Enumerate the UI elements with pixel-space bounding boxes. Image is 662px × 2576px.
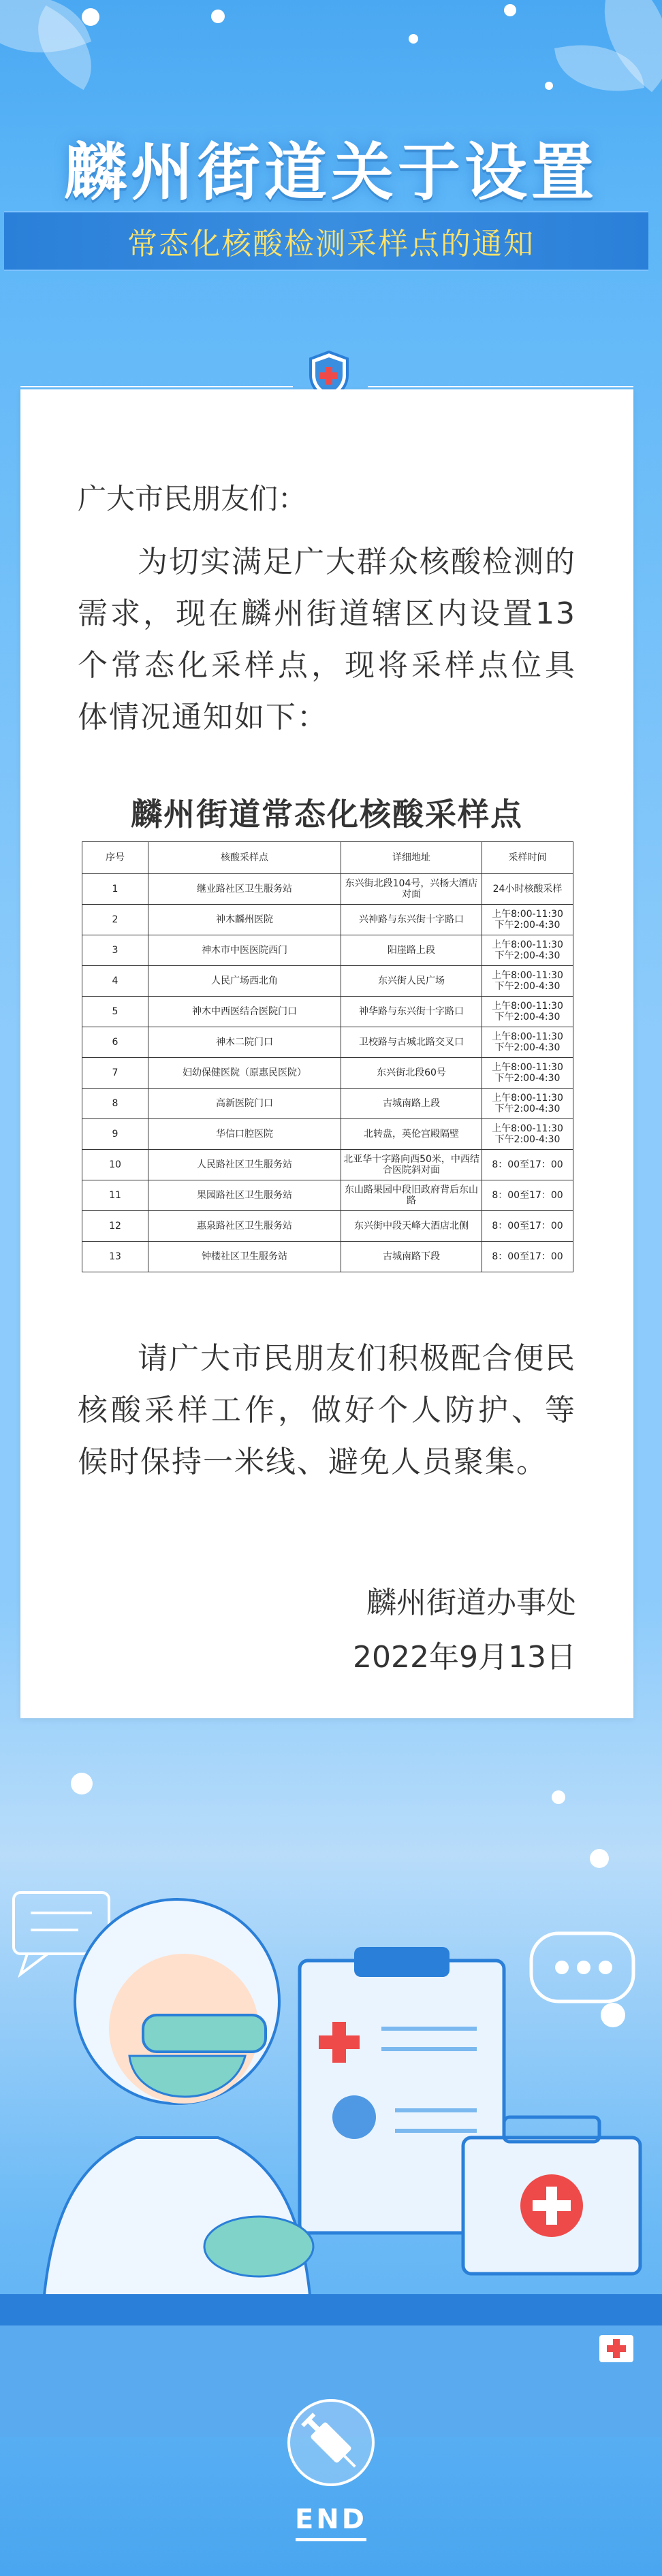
cell-site: 神木市中医医院西门 (148, 935, 341, 966)
cell-time: 8：00至17：00 (482, 1150, 573, 1180)
cell-address: 东兴街中段天峰大酒店北侧 (341, 1211, 482, 1242)
cell-index: 9 (82, 1119, 148, 1150)
cell-address: 东山路果园中段旧政府背后东山路 (341, 1180, 482, 1211)
cell-time: 8：00至17：00 (482, 1211, 573, 1242)
cell-index: 10 (82, 1150, 148, 1180)
cell-time: 上午8:00-11:30 下午2:00-4:30 (482, 1058, 573, 1089)
cell-index: 8 (82, 1089, 148, 1119)
cell-site: 华信口腔医院 (148, 1119, 341, 1150)
sampling-sites-table (82, 841, 573, 1272)
cell-time: 上午8:00-11:30 下午2:00-4:30 (482, 935, 573, 966)
cell-time: 24小时核酸采样 (482, 874, 573, 905)
cell-time: 8：00至17：00 (482, 1180, 573, 1211)
bubble-dot (504, 4, 516, 16)
cell-index: 1 (82, 874, 148, 905)
table-row (82, 1242, 573, 1272)
cell-time: 上午8:00-11:30 下午2:00-4:30 (482, 1027, 573, 1058)
table-row (82, 997, 573, 1027)
divider-right (368, 386, 633, 387)
cell-address: 古城南路上段 (341, 1089, 482, 1119)
cell-index: 12 (82, 1211, 148, 1242)
col-header-site: 核酸采样点 (148, 842, 341, 874)
cell-index: 6 (82, 1027, 148, 1058)
cell-time: 上午8:00-11:30 下午2:00-4:30 (482, 997, 573, 1027)
cell-index: 13 (82, 1242, 148, 1272)
cell-site: 惠泉路社区卫生服务站 (148, 1211, 341, 1242)
table-row (82, 1211, 573, 1242)
cell-site: 神木二院门口 (148, 1027, 341, 1058)
cell-address: 兴神路与东兴街十字路口 (341, 905, 482, 935)
col-header-address: 详细地址 (341, 842, 482, 874)
table-row (82, 966, 573, 997)
cell-address: 卫校路与古城北路交叉口 (341, 1027, 482, 1058)
cell-time: 上午8:00-11:30 下午2:00-4:30 (482, 966, 573, 997)
bubble-dot (545, 82, 553, 90)
cell-index: 5 (82, 997, 148, 1027)
table-title: 麟州街道常态化核酸采样点 (131, 796, 523, 833)
cell-time: 上午8:00-11:30 下午2:00-4:30 (482, 1119, 573, 1150)
end-label: END (294, 2504, 367, 2535)
cell-site: 钟楼社区卫生服务站 (148, 1242, 341, 1272)
table-row (82, 874, 573, 905)
cell-address: 东兴街北段60号 (341, 1058, 482, 1089)
divider-left (20, 386, 293, 387)
cell-address: 北亚华十字路向西50米，中西结合医院斜对面 (341, 1150, 482, 1180)
closing-paragraph: 请广大市民朋友们积极配合便民核酸采样工作，做好个人防护、等候时保持一米线、避免人员聚集。 (78, 1341, 576, 1479)
bubble-dot (409, 34, 418, 44)
cell-site: 人民路社区卫生服务站 (148, 1150, 341, 1180)
cell-address: 古城南路下段 (341, 1242, 482, 1272)
bubble-dot (82, 8, 99, 26)
cell-address: 阳崖路上段 (341, 935, 482, 966)
table-row (82, 1089, 573, 1119)
cell-address: 东兴街人民广场 (341, 966, 482, 997)
medical-worker-illustration (0, 1756, 662, 2437)
page-title: 麟州街道关于设置 (63, 136, 598, 209)
cell-site: 神木中西医结合医院门口 (148, 997, 341, 1027)
signature: 麟州街道办事处 (366, 1585, 576, 1620)
cell-time: 8：00至17：00 (482, 1242, 573, 1272)
cell-site: 高新医院门口 (148, 1089, 341, 1119)
cell-site: 继业路社区卫生服务站 (148, 874, 341, 905)
cell-site: 神木麟州医院 (148, 905, 341, 935)
cell-index: 3 (82, 935, 148, 966)
page-subtitle: 常态化核酸检测采样点的通知 (127, 227, 535, 261)
cell-site: 果园路社区卫生服务站 (148, 1180, 341, 1211)
cell-index: 4 (82, 966, 148, 997)
cell-time: 上午8:00-11:30 下午2:00-4:30 (482, 905, 573, 935)
col-header-time: 采样时间 (482, 842, 573, 874)
col-header-index: 序号 (82, 842, 148, 874)
table-row (82, 1027, 573, 1058)
table-row (82, 1150, 573, 1180)
table-header-row (82, 842, 573, 874)
table-row (82, 1058, 573, 1089)
syringe-icon (285, 2396, 377, 2489)
cell-address: 神华路与东兴街十字路口 (341, 997, 482, 1027)
cell-index: 7 (82, 1058, 148, 1089)
cell-index: 2 (82, 905, 148, 935)
notice-date: 2022年9月13日 (353, 1640, 576, 1675)
table-row (82, 935, 573, 966)
cell-site: 妇幼保健医院（原惠民医院） (148, 1058, 341, 1089)
cell-index: 11 (82, 1180, 148, 1211)
cell-time: 上午8:00-11:30 下午2:00-4:30 (482, 1089, 573, 1119)
table-row (82, 1180, 573, 1211)
cell-address: 北转盘，英伦宫殿隔壁 (341, 1119, 482, 1150)
end-underline (296, 2538, 366, 2541)
intro-paragraph: 为切实满足广大群众核酸检测的需求，现在麟州街道辖区内设置13个常态化采样点，现将采样点位具体情况通知如下： (78, 545, 576, 735)
greeting: 广大市民朋友们： (78, 482, 307, 515)
cell-address: 东兴街北段104号，兴杨大酒店对面 (341, 874, 482, 905)
table-row (82, 905, 573, 935)
table-row (82, 1119, 573, 1150)
cell-site: 人民广场西北角 (148, 966, 341, 997)
bubble-dot (211, 10, 225, 23)
